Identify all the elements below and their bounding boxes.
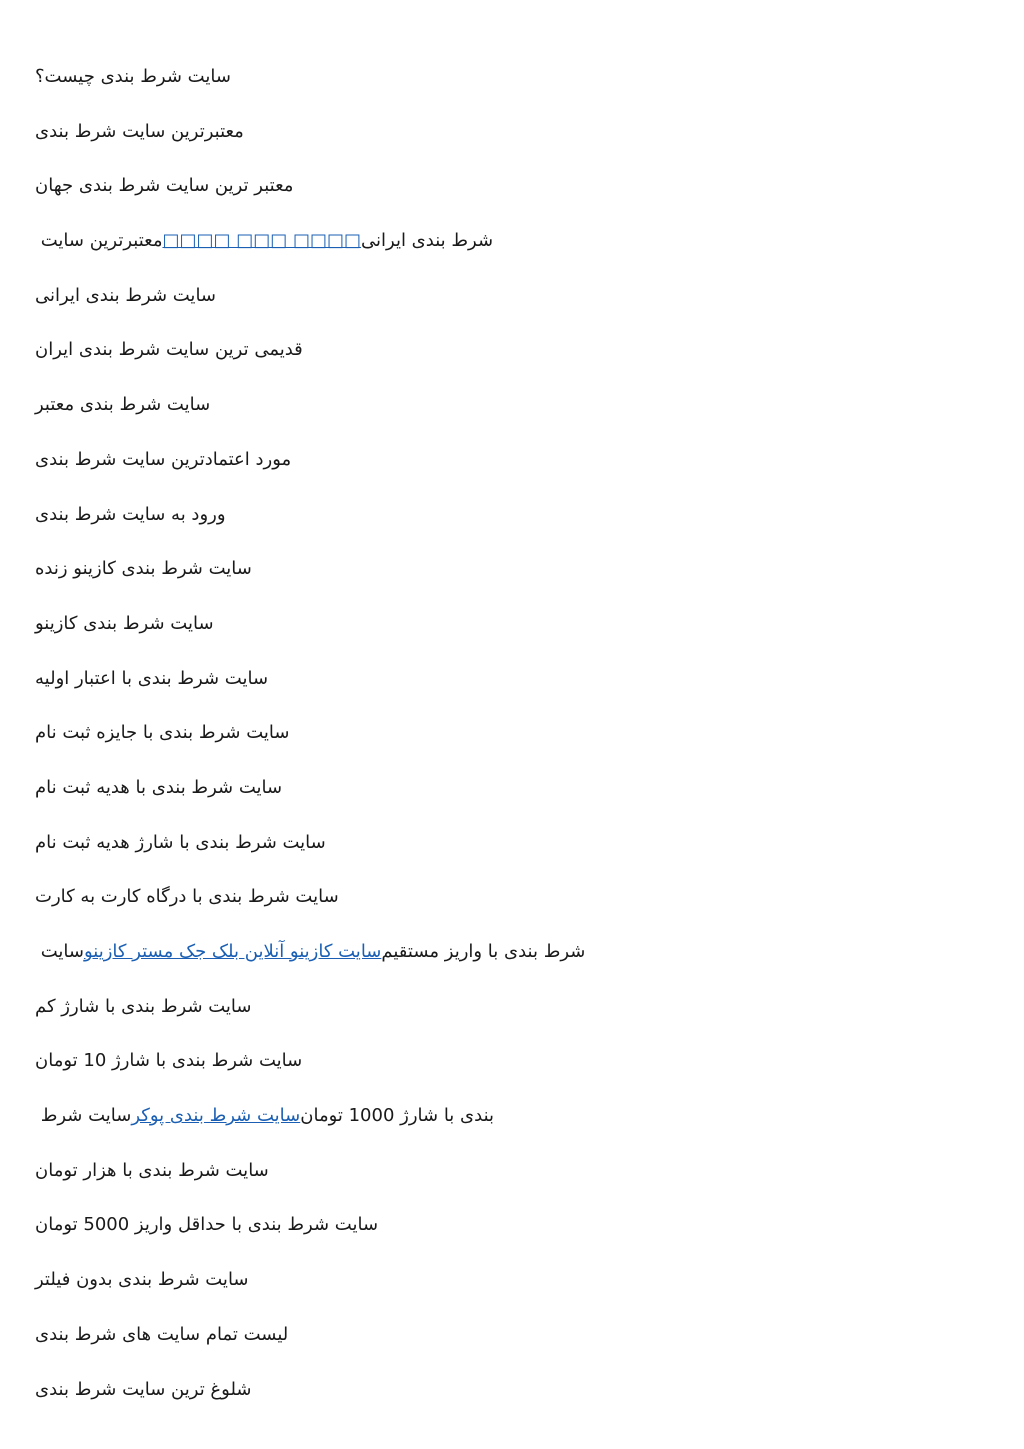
inline-link[interactable]: سایت شرط بندی پوکر xyxy=(131,1105,301,1127)
text-line: سایت شرط بندی با هدیه ثبت نام xyxy=(35,776,283,798)
text-line: قدیمی ترین سایت شرط بندی ایران xyxy=(35,339,303,361)
text-line: سایت شرط بندی با هزار تومان xyxy=(35,1159,269,1181)
text-line: سایت شرط بندی کازینو زنده xyxy=(35,558,252,580)
text-line: لیست تمام سایت های شرط بندی xyxy=(35,1323,289,1345)
text-line: سایت شرط بندی بدون فیلتر xyxy=(35,1269,249,1291)
text-line: سایت شرط بندی ایرانی xyxy=(35,284,217,306)
inline-link[interactable]: سایت کازینو آنلاین بلک جک مستر کازینو xyxy=(83,941,382,962)
text-line: سایت شرط بندی با درگاه کارت به کارت xyxy=(35,886,339,908)
text-line: شلوغ ترین سایت شرط بندی xyxy=(35,1378,252,1400)
text-line: معتبر ترین سایت شرط بندی جهان xyxy=(35,175,294,197)
text-line xyxy=(35,226,995,281)
line-text-after: شرط بندی ایرانی xyxy=(361,230,499,252)
text-line: سایت شرط بندی با حداقل واریز 5000 تومان xyxy=(35,1214,379,1236)
text-line: معتبرترین سایت شرط بندی xyxy=(35,120,244,142)
line-text-before: معتبرترین سایت xyxy=(35,230,163,252)
text-line: سایت شرط بندی کازینو xyxy=(35,612,214,634)
text-line: سایت شرط بندی با شارژ 10 تومان xyxy=(35,1050,303,1072)
line-text-after: شرط بندی با واریز مستقیم xyxy=(381,941,592,962)
text-line: ورود به سایت شرط بندی xyxy=(35,503,226,525)
text-line: سایت شرط بندی با اعتبار اولیه xyxy=(35,667,269,689)
text-line: سایت شرط بندی با جایزه ثبت نام xyxy=(35,722,290,744)
line-text-before: سایت شرط xyxy=(35,1105,132,1127)
document-body xyxy=(35,62,995,1429)
text-line: مورد اعتمادترین سایت شرط بندی xyxy=(35,448,292,470)
text-line xyxy=(35,1101,995,1156)
text-line: سایت شرط بندی با شارژ کم xyxy=(35,995,252,1017)
text-line: سایت شرط بندی با شارژ هدیه ثبت نام xyxy=(35,831,326,853)
inline-link[interactable]: □□□□ □□□ □□□□ xyxy=(162,230,361,252)
text-line: سایت شرط بندی معتبر xyxy=(35,394,211,416)
text-line xyxy=(35,937,995,992)
line-text-before: سایت xyxy=(35,941,84,962)
text-line: سایت شرط بندی چیست؟ xyxy=(35,66,231,87)
line-text-after: بندی با شارژ 1000 تومان xyxy=(300,1105,500,1127)
